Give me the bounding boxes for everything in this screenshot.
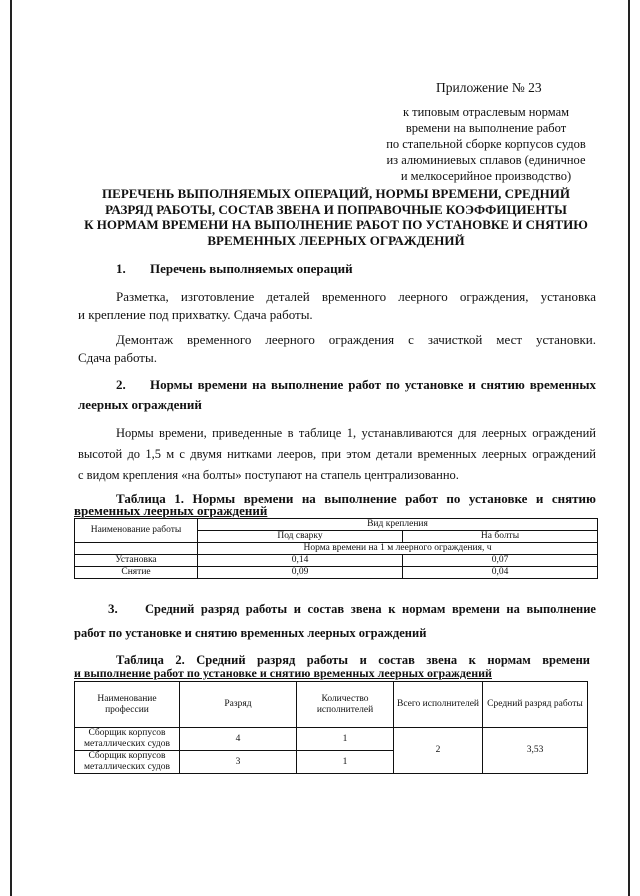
section2-number: 2. bbox=[116, 377, 126, 392]
table2-header-total: Всего исполнителей bbox=[394, 682, 483, 728]
table2-row-grade: 3 bbox=[180, 751, 297, 774]
section1-number: 1. bbox=[116, 261, 126, 276]
section3-heading-line2: работ по установке и снятию временных леерных ограждений bbox=[74, 626, 427, 640]
section1-paragraph2-line2: Сдача работы. bbox=[78, 350, 157, 365]
table1-header-fastening: Вид крепления bbox=[198, 519, 598, 531]
table1-empty-cell bbox=[75, 543, 198, 555]
table-row bbox=[75, 543, 598, 555]
table2-caption-line1: Таблица 2. Средний разряд работы и состав звена к нормам времени bbox=[116, 653, 590, 667]
table-row bbox=[75, 519, 598, 531]
table2-header-avg-grade: Средний разряд работы bbox=[483, 682, 588, 728]
time-norms-table bbox=[74, 518, 598, 579]
table1-caption-line1: Таблица 1. Нормы времени на выполнение работ по установке и снятию bbox=[116, 491, 596, 506]
table2-row-count: 1 bbox=[297, 751, 394, 774]
table1-row-weld: 0,09 bbox=[198, 567, 403, 579]
title-line: ВРЕМЕННЫХ ЛЕЕРНЫХ ОГРАЖДЕНИЙ bbox=[207, 232, 465, 248]
table2-row-profession: Сборщик корпусов металлических судов bbox=[75, 728, 180, 751]
table2-header-grade: Разряд bbox=[180, 682, 297, 728]
section1-paragraph1-line2: и крепление под прихватку. Сдача работы. bbox=[78, 307, 313, 322]
table2-avg-grade-cell: 3,53 bbox=[483, 728, 588, 774]
table2-caption-line2: и выполнение работ по установке и снятию временных леерных ограждений bbox=[74, 666, 492, 680]
table2-row-grade: 4 bbox=[180, 728, 297, 751]
table-row bbox=[75, 567, 598, 579]
title-line: К НОРМАМ ВРЕМЕНИ НА ВЫПОЛНЕНИЕ РАБОТ ПО УСТАНОВКЕ И СНЯТИЮ bbox=[84, 217, 588, 232]
section2-paragraph-line1: Нормы времени, приведенные в таблице 1, устанавливаются для леерных ограждений bbox=[116, 426, 596, 440]
table-row bbox=[75, 728, 588, 751]
table1-row-bolt: 0,07 bbox=[403, 555, 598, 567]
section1-heading: Перечень выполняемых операций bbox=[150, 261, 353, 276]
appendix-note bbox=[370, 104, 602, 184]
document-title bbox=[60, 186, 612, 248]
table-row bbox=[75, 682, 588, 728]
appendix-note-line: к типовым отраслевым нормам bbox=[402, 105, 570, 119]
table1-unit-row: Норма времени на 1 м леерного ограждения, ч bbox=[198, 543, 598, 555]
table1-row-name: Установка bbox=[75, 555, 198, 567]
table2-row-count: 1 bbox=[297, 728, 394, 751]
appendix-note-line: и мелкосерийное производство) bbox=[400, 169, 572, 183]
table2-total-cell: 2 bbox=[394, 728, 483, 774]
title-line: РАЗРЯД РАБОТЫ, СОСТАВ ЗВЕНА И ПОПРАВОЧНЫЕ КОЭФФИЦИЕНТЫ bbox=[105, 201, 567, 217]
table1-row-bolt: 0,04 bbox=[403, 567, 598, 579]
table1-header-work-name: Наименование работы bbox=[75, 519, 198, 543]
table1-header-bolt: На болты bbox=[403, 531, 598, 543]
table-row bbox=[75, 555, 598, 567]
appendix-note-line: времени на выполнение работ bbox=[405, 121, 567, 135]
table1-row-name: Снятие bbox=[75, 567, 198, 579]
table1-row-weld: 0,14 bbox=[198, 555, 403, 567]
appendix-number: Приложение № 23 bbox=[436, 80, 542, 95]
table2-header-profession: Наименование профессии bbox=[75, 682, 180, 728]
scan-edge-left bbox=[10, 0, 12, 896]
section2-paragraph-line3: с видом крепления «на болты» поступают на стапель централизованно. bbox=[78, 468, 459, 482]
table2-header-count: Количество исполнителей bbox=[297, 682, 394, 728]
table1-header-weld: Под сварку bbox=[198, 531, 403, 543]
section2-paragraph-line2: высотой до 1,5 м с двумя нитками лееров, при этом детали временных леерных ограждений bbox=[78, 447, 596, 461]
table2-row-profession: Сборщик корпусов металлических судов bbox=[75, 751, 180, 774]
appendix-note-line: из алюминиевых сплавов (единичное bbox=[386, 153, 586, 167]
table1-caption-line2: временных леерных ограждений bbox=[74, 503, 268, 518]
appendix-note-line: по стапельной сборке корпусов судов bbox=[386, 137, 586, 151]
section3-heading-line1: Средний разряд работы и состав звена к нормам времени на выполнение bbox=[145, 602, 596, 616]
crew-composition-table bbox=[74, 681, 588, 774]
section1-paragraph2-line1: Демонтаж временного леерного ограждения с зачисткой мест установки. bbox=[116, 332, 596, 347]
section1-paragraph1-line1: Разметка, изготовление деталей временного леерного ограждения, установка bbox=[116, 289, 596, 304]
scan-edge-right bbox=[628, 0, 630, 896]
section2-heading-line1: Нормы времени на выполнение работ по установке и снятию временных bbox=[150, 377, 596, 392]
title-line: ПЕРЕЧЕНЬ ВЫПОЛНЯЕМЫХ ОПЕРАЦИЙ, НОРМЫ ВРЕМЕНИ, СРЕДНИЙ bbox=[102, 186, 570, 201]
section3-number: 3. bbox=[108, 601, 118, 616]
section2-heading-line2: леерных ограждений bbox=[78, 397, 202, 412]
